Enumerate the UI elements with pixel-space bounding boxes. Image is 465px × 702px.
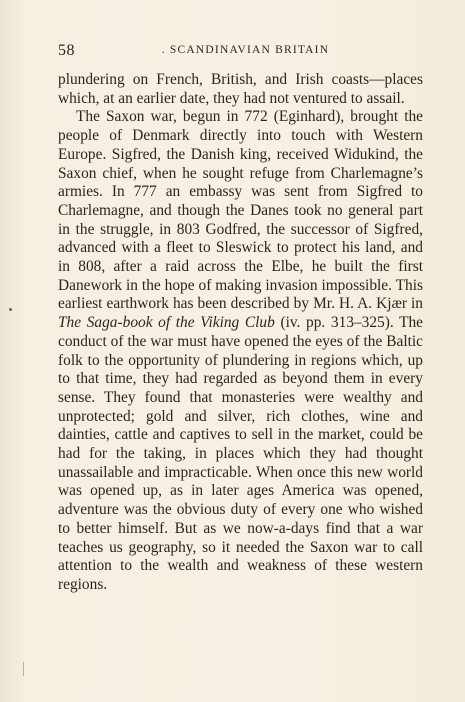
running-head: . SCANDINAVIAN BRITAIN: [161, 44, 330, 56]
page-number: 58: [58, 42, 75, 59]
margin-speck: [9, 308, 12, 311]
margin-mark: [23, 662, 24, 676]
paragraph-2-part-1: The Saxon war, begun in 772 (Eginhard), brought the people of Denmark directly into touch with Western Europe. Sigfred, the Danish king, received Widukind, the Saxon chief, when he sought refuge from Charlemagne’s armies. In 777 an embassy was sent from Sigfred to Charlemagne, and though the Danes took no general part in the struggle, in 803 Godfred, the successor of Sigfred, advanced with a fleet to Sleswick to protect his land, and in 808, after a raid across the Elbe, he built the first Danework in the hope of making invasion impossible. This earliest earthwork has been described by Mr. H. A. Kjær in: [58, 108, 423, 313]
body-text: [58, 71, 423, 595]
book-title: The Saga-book of the Viking Club: [58, 314, 275, 332]
paragraph-2: [58, 108, 423, 594]
paragraph-2-part-2: (iv. pp. 313–325). The conduct of the war must have opened the eyes of the Baltic folk to the opportunity of plundering in regions which, up to that time, they had regarded as beyond them in every sense. They found that monasteries were wealthy and unprotected; gold and silver, rich clothes, wine and dainties, cattle and captives to sell in the market, could be had for the taking, in places which they had thought unassailable and impracticable. When once this new world was opened up, as in later ages America was opened, adventure was the obvious duty of every one who wished to better himself. But as we now-a-days find that a war teaches us geography, so it needed the Saxon war to call attention to the wealth and weakness of these western regions.: [58, 314, 423, 593]
page-header: [58, 42, 423, 64]
paragraph-1: plundering on French, British, and Irish coasts—places which, at an earlier date, they had not ventured to assail.: [58, 71, 423, 107]
